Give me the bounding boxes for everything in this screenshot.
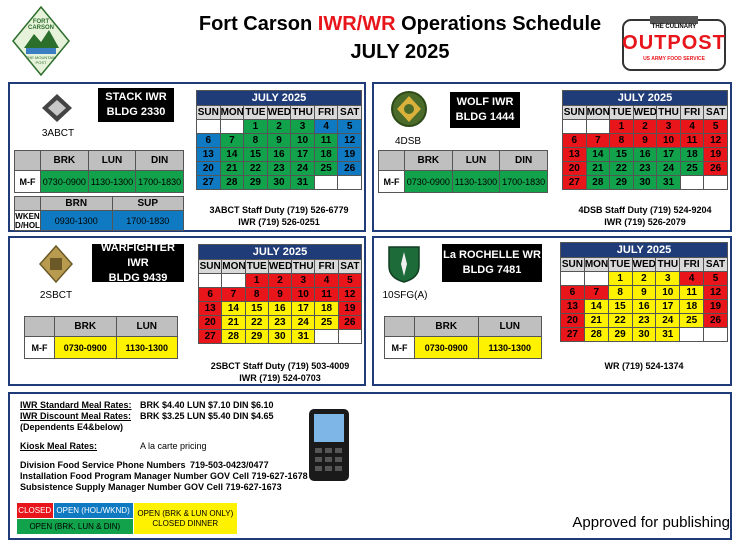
calendar-day: 26 — [338, 162, 362, 176]
calendar-day — [584, 272, 608, 286]
calendar-day — [220, 120, 244, 134]
calendar-day: 17 — [656, 300, 680, 314]
weekday-header: TUE — [610, 258, 631, 270]
logo-bottom-text: THE MOUNTAIN POST — [25, 55, 57, 65]
calendar-day: 25 — [314, 162, 338, 176]
unit-label: 2SBCT — [39, 290, 73, 301]
calendar-larochelle — [560, 242, 728, 342]
calendar-day: 3 — [291, 120, 315, 134]
page-title: Fort Carson IWR/WR Operations Schedule — [198, 13, 602, 35]
calendar-day — [338, 176, 362, 190]
weekday-header: THU — [292, 260, 314, 272]
approval-note: Approved for publishing — [572, 514, 730, 531]
calendar-day: 14 — [584, 300, 608, 314]
calendar-day: 6 — [563, 134, 587, 148]
weekday-header: WED — [268, 260, 293, 272]
calendar-day: 31 — [657, 176, 681, 190]
calendar-day: 10 — [657, 134, 681, 148]
calendar-day — [561, 272, 585, 286]
calendar-day: 18 — [314, 148, 338, 162]
calendar-day: 16 — [632, 300, 656, 314]
calendar-day: 21 — [222, 316, 245, 330]
calendar-day: 24 — [657, 162, 681, 176]
calendar-day: 12 — [338, 134, 362, 148]
calendar-day: 9 — [267, 134, 291, 148]
calendar-day: 3 — [292, 274, 315, 288]
calendar-day: 21 — [584, 314, 608, 328]
calendar-day: 7 — [222, 288, 245, 302]
weekday-header: SUN — [197, 106, 219, 118]
calendar-day: 23 — [268, 316, 291, 330]
calendar-month-title: JULY 2025 — [199, 245, 362, 260]
calendar-day — [563, 120, 587, 134]
calendar-day: 6 — [199, 288, 222, 302]
calendar-day: 26 — [338, 316, 361, 330]
calendar-day: 17 — [291, 148, 315, 162]
calendar-day: 23 — [267, 162, 291, 176]
calendar-day: 11 — [315, 288, 338, 302]
calendar-day: 16 — [267, 148, 291, 162]
info-panel — [8, 392, 732, 540]
calendar-day: 13 — [197, 148, 221, 162]
calendar-day: 19 — [338, 302, 361, 316]
calendar-day: 11 — [680, 134, 704, 148]
calendar-day: 14 — [220, 148, 244, 162]
calendar-day: 6 — [561, 286, 585, 300]
calendar-day: 15 — [608, 300, 632, 314]
unit-name-box: WARFIGHTER IWR BLDG 9439 — [92, 244, 184, 282]
calendar-day: 9 — [632, 286, 656, 300]
calendar-day: 4 — [680, 272, 704, 286]
calendar-day: 13 — [563, 148, 587, 162]
calendar-day: 4 — [315, 274, 338, 288]
weekday-header: SUN — [199, 260, 221, 272]
calendar-day: 27 — [197, 176, 221, 190]
calendar-day: 16 — [268, 302, 291, 316]
weekday-header: SAT — [704, 106, 728, 120]
weekday-header: MON — [220, 106, 244, 118]
page-subtitle: JULY 2025 — [350, 41, 450, 63]
calendar-day — [199, 274, 222, 288]
calendar-day: 2 — [633, 120, 657, 134]
calendar-day: 8 — [244, 134, 268, 148]
weekday-header: SUN — [561, 258, 583, 270]
weekday-header: FRI — [314, 106, 338, 120]
calendar-day: 1 — [245, 274, 268, 288]
calendar-day: 10 — [291, 134, 315, 148]
weekend-hours-table: BRN SUP WKEN D/HOL 0930-1300 1700-1830 — [14, 196, 184, 231]
calendar-day: 19 — [338, 148, 362, 162]
unit-label: 4DSB — [394, 136, 422, 147]
calendar-day: 22 — [608, 314, 632, 328]
logo-sub-text: US ARMY FOOD SERVICE — [643, 56, 705, 62]
calendar-day: 26 — [704, 314, 728, 328]
calendar-month-title: JULY 2025 — [197, 91, 362, 106]
weekday-header: MON — [586, 106, 610, 118]
calendar-day: 10 — [656, 286, 680, 300]
calendar-day — [704, 176, 728, 190]
calendar-day: 23 — [633, 162, 657, 176]
unit-name-box: STACK IWR BLDG 2330 — [98, 88, 174, 122]
staff-duty-contact: 2SBCT Staff Duty (719) 503-4009 IWR (719) 524-0703 — [210, 361, 350, 383]
2sbct-emblem — [38, 244, 74, 284]
logo-mid-text: CARSON — [27, 25, 54, 31]
panel-stack-iwr — [8, 82, 366, 232]
unit-name-box: La ROCHELLE WR BLDG 7481 — [442, 244, 542, 282]
weekday-header: SAT — [338, 106, 362, 120]
meal-hours-table: BRK LUN M-F 0730-0900 1130-1300 — [24, 316, 178, 359]
calendar-day: 25 — [315, 316, 338, 330]
meal-hours-table: BRK LUN M-F 0730-0900 1130-1300 — [384, 316, 542, 359]
calendar-day — [704, 328, 728, 342]
calendar-day — [314, 176, 338, 190]
logo-big-text: OUTPOST — [622, 32, 726, 54]
panel-wolf-iwr — [372, 82, 732, 232]
calendar-day: 13 — [561, 300, 585, 314]
calendar-day: 4 — [680, 120, 704, 134]
card-reader-image — [308, 408, 350, 482]
calendar-day: 19 — [704, 148, 728, 162]
weekday-header: SAT — [704, 258, 728, 272]
panel-la-rochelle-wr — [372, 236, 732, 386]
calendar-day: 6 — [197, 134, 221, 148]
calendar-day: 9 — [633, 134, 657, 148]
calendar-day: 16 — [633, 148, 657, 162]
weekday-header: WED — [267, 106, 292, 118]
calendar-day: 15 — [610, 148, 634, 162]
calendar-day: 2 — [267, 120, 291, 134]
calendar-day: 2 — [268, 274, 291, 288]
calendar-month-title: JULY 2025 — [561, 243, 728, 258]
weekday-header: MON — [584, 258, 609, 270]
weekday-header: MON — [222, 260, 246, 272]
calendar-day: 27 — [561, 328, 585, 342]
calendar-day: 11 — [314, 134, 338, 148]
unit-label: 10SFG(A) — [382, 290, 428, 301]
calendar-day: 30 — [633, 176, 657, 190]
calendar-day: 3 — [657, 120, 681, 134]
calendar-day: 18 — [680, 148, 704, 162]
calendar-day: 13 — [199, 302, 222, 316]
calendar-day: 1 — [608, 272, 632, 286]
weekday-header: WED — [633, 106, 658, 118]
calendar-day: 24 — [291, 162, 315, 176]
calendar-day: 30 — [268, 330, 291, 344]
calendar-day: 10 — [292, 288, 315, 302]
weekday-header: WED — [632, 258, 656, 270]
staff-duty-contact: 4DSB Staff Duty (719) 524-9204 IWR (719) 526-2079 — [578, 205, 712, 227]
calendar-day: 21 — [586, 162, 610, 176]
meal-rates: IWR Standard Meal Rates: BRK $4.40 LUN $7.10 DIN $6.10 IWR Discount Meal Rates: BRK $3.25 LUN $5.40 DIN $4.65 (Dependents E4&below) Kiosk Meal Rates: A la carte pricing Division Food Service Phone Numbers 719-503-0423/0477 Installation Food Program Manager Number GOV Cell 719-627-1678 Subsistence Supply Manager Number GOV Cell 719-627-1673 — [20, 400, 308, 492]
weekday-header: FRI — [680, 106, 704, 120]
staff-duty-contact: 3ABCT Staff Duty (719) 526-6779 IWR (719) 526-0251 — [209, 205, 349, 227]
calendar-day: 14 — [222, 302, 245, 316]
calendar-day: 19 — [704, 300, 728, 314]
calendar-day: 9 — [268, 288, 291, 302]
weekday-header: THU — [658, 106, 679, 118]
culinary-outpost-logo — [620, 16, 728, 74]
calendar-day: 7 — [586, 134, 610, 148]
calendar-day: 29 — [608, 328, 632, 342]
weekday-header: TUE — [611, 106, 632, 118]
calendar-day: 27 — [563, 176, 587, 190]
calendar-day: 11 — [680, 286, 704, 300]
calendar-warfighter — [198, 244, 362, 344]
calendar-day: 8 — [610, 134, 634, 148]
logo-top-text: FORT — [32, 19, 50, 25]
calendar-day: 22 — [245, 316, 268, 330]
calendar-day: 22 — [244, 162, 268, 176]
calendar-day — [315, 330, 338, 344]
logo-small-text: THE CULINARY — [651, 24, 697, 30]
calendar-day: 28 — [220, 176, 244, 190]
calendar-wolf — [562, 90, 728, 190]
10sfg-emblem — [386, 244, 422, 284]
calendar-day: 5 — [338, 120, 362, 134]
4dsb-emblem — [390, 90, 428, 128]
calendar-day: 20 — [197, 162, 221, 176]
calendar-day — [222, 274, 245, 288]
legend-closed: CLOSED — [17, 503, 54, 519]
calendar-day: 15 — [244, 148, 268, 162]
calendar-day: 14 — [586, 148, 610, 162]
calendar-day: 31 — [291, 176, 315, 190]
calendar-day: 27 — [199, 330, 222, 344]
calendar-day: 22 — [610, 162, 634, 176]
unit-label: 3ABCT — [41, 128, 75, 139]
calendar-day: 17 — [657, 148, 681, 162]
calendar-day — [338, 330, 361, 344]
calendar-day: 20 — [561, 314, 585, 328]
calendar-day: 21 — [220, 162, 244, 176]
calendar-day: 2 — [632, 272, 656, 286]
calendar-month-title: JULY 2025 — [563, 91, 728, 106]
calendar-day: 26 — [704, 162, 728, 176]
weekday-header: FRI — [315, 260, 338, 274]
meal-hours-table: BRK LUN DIN M-F 0730-0900 1130-1300 1700-1830 — [378, 150, 548, 193]
legend-open-hol: OPEN (HOL/WKND) — [53, 503, 133, 519]
calendar-day: 31 — [656, 328, 680, 342]
calendar-day: 25 — [680, 162, 704, 176]
meal-hours-table: BRK LUN DIN M-F 0730-0900 1130-1300 1700-1830 — [14, 150, 184, 193]
calendar-day: 28 — [586, 176, 610, 190]
calendar-day: 12 — [704, 134, 728, 148]
calendar-day — [586, 120, 610, 134]
weekday-header: SUN — [563, 106, 585, 118]
calendar-day: 5 — [704, 120, 728, 134]
unit-name-box: WOLF IWR BLDG 1444 — [450, 92, 520, 128]
calendar-day: 1 — [244, 120, 268, 134]
weekday-header: TUE — [246, 260, 267, 272]
staff-duty-contact: WR (719) 524-1374 — [604, 361, 684, 371]
calendar-day: 7 — [220, 134, 244, 148]
calendar-day: 20 — [199, 316, 222, 330]
weekday-header: THU — [292, 106, 313, 118]
calendar-day: 4 — [314, 120, 338, 134]
calendar-day — [680, 328, 704, 342]
weekday-header: SAT — [338, 260, 361, 274]
calendar-day: 30 — [632, 328, 656, 342]
legend-open-brk-lun-din: OPEN (BRK, LUN & DIN) — [17, 519, 134, 535]
panel-warfighter-iwr — [8, 236, 366, 386]
calendar-day: 18 — [680, 300, 704, 314]
calendar-day: 1 — [610, 120, 634, 134]
calendar-day: 28 — [222, 330, 245, 344]
calendar-day — [197, 120, 221, 134]
calendar-day: 24 — [292, 316, 315, 330]
weekday-header: TUE — [245, 106, 266, 118]
calendar-day: 18 — [315, 302, 338, 316]
calendar-day: 12 — [704, 286, 728, 300]
calendar-stack — [196, 90, 362, 190]
calendar-day: 3 — [656, 272, 680, 286]
calendar-day: 31 — [292, 330, 315, 344]
color-legend — [16, 502, 238, 535]
calendar-day: 8 — [245, 288, 268, 302]
calendar-day: 7 — [584, 286, 608, 300]
calendar-day: 15 — [245, 302, 268, 316]
weekday-header: THU — [657, 258, 679, 270]
calendar-day: 5 — [338, 274, 361, 288]
calendar-day: 29 — [244, 176, 268, 190]
calendar-day — [680, 176, 704, 190]
calendar-day: 29 — [610, 176, 634, 190]
calendar-day: 29 — [245, 330, 268, 344]
calendar-day: 12 — [338, 288, 361, 302]
calendar-day: 5 — [704, 272, 728, 286]
calendar-day: 8 — [608, 286, 632, 300]
calendar-day: 23 — [632, 314, 656, 328]
weekday-header: FRI — [680, 258, 704, 272]
calendar-day: 20 — [563, 162, 587, 176]
legend-open-brk-lun-only: OPEN (BRK & LUN ONLY) CLOSED DINNER — [133, 503, 237, 535]
calendar-day: 17 — [292, 302, 315, 316]
calendar-day: 25 — [680, 314, 704, 328]
3abct-emblem — [40, 92, 74, 124]
calendar-day: 24 — [656, 314, 680, 328]
calendar-day: 30 — [267, 176, 291, 190]
calendar-day: 28 — [584, 328, 608, 342]
fort-carson-logo — [12, 6, 70, 76]
